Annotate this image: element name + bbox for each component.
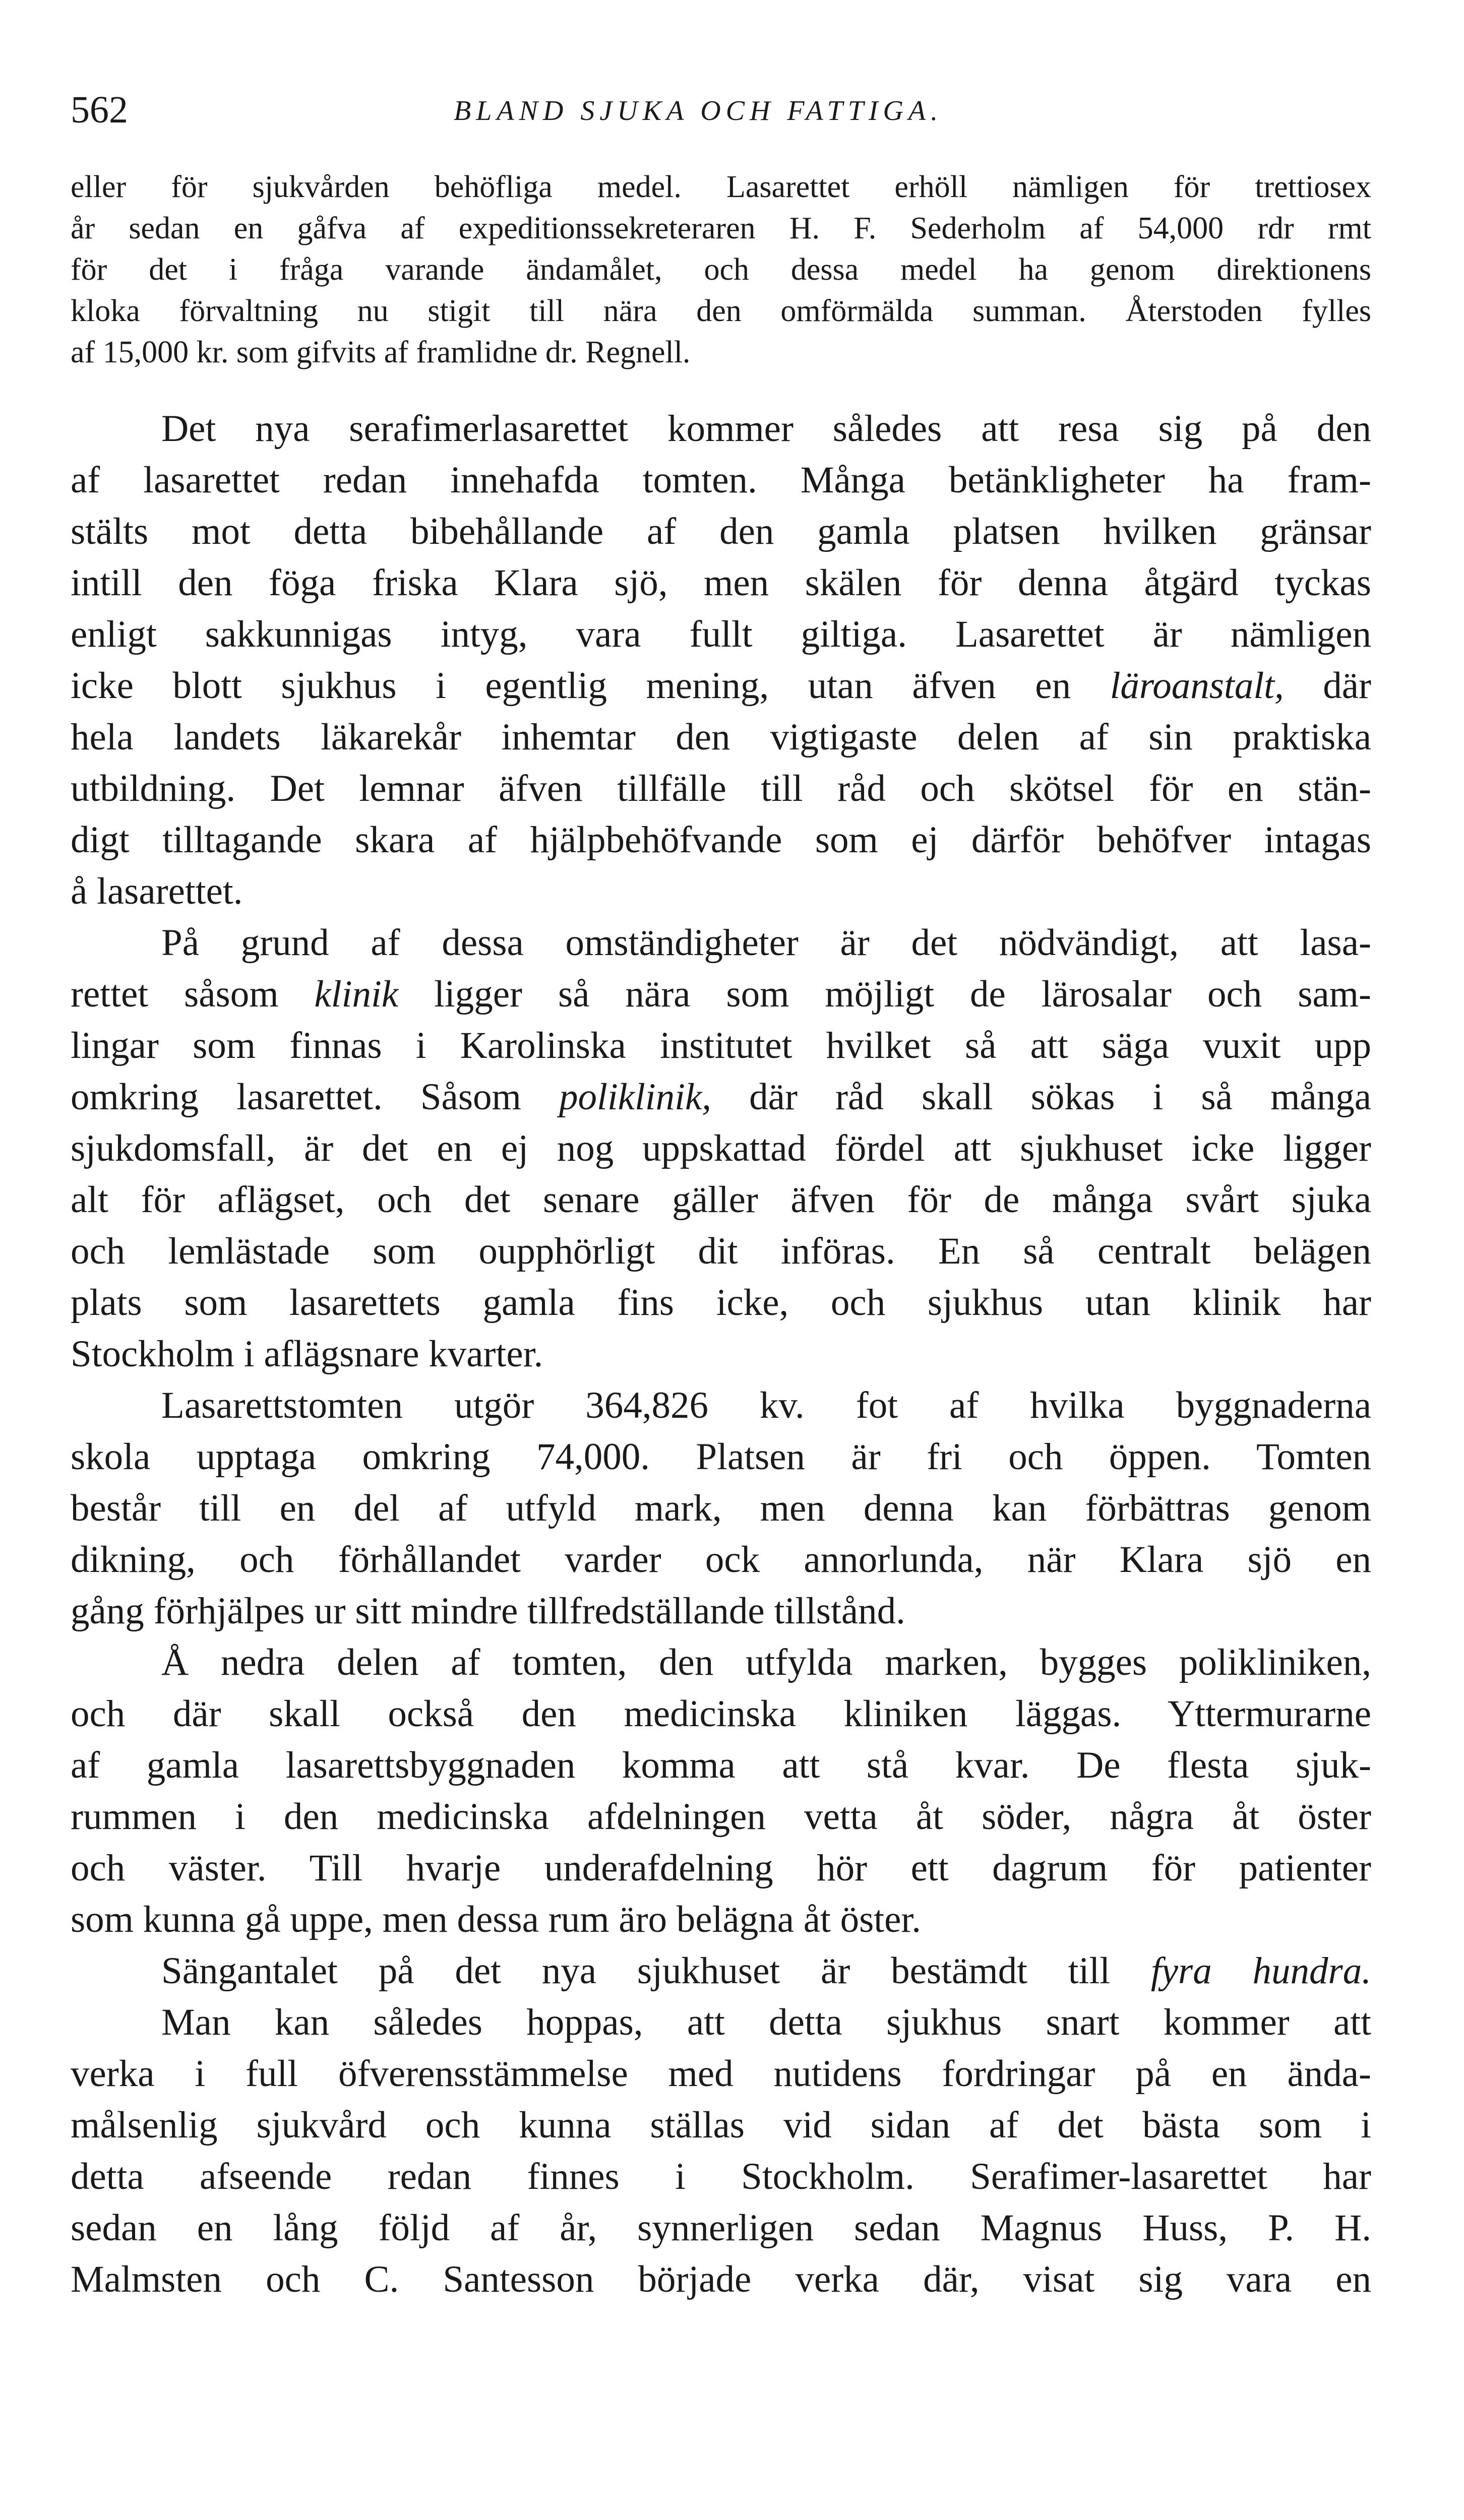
- text-line: kloka förvaltning nu stigit till nära den omförmälda summan. Återstoden fylles: [71, 294, 1371, 328]
- text-line: skola upptaga omkring 74,000. Platsen är fri och öppen. Tomten: [71, 1436, 1371, 1478]
- paragraph-1: [71, 403, 1371, 917]
- text-line: intill den föga friska Klara sjö, men skälen för denna åtgärd tyckas: [71, 562, 1371, 604]
- text-segment: där: [1323, 665, 1372, 707]
- text-segment: där råd skall sökas i så många: [749, 1076, 1372, 1118]
- text-line: för det i fråga varande ändamålet, och dessa medel ha genom direktionens: [71, 253, 1371, 287]
- text-segment: ligger så nära som möjligt de lärosalar och sam-: [434, 973, 1371, 1015]
- text-line: målsenlig sjukvård och kunna ställas vid sidan af det bästa som i: [71, 2104, 1371, 2146]
- text-line: stälts mot detta bibehållande af den gamla platsen hvilken gränsar: [71, 511, 1371, 552]
- emphasis-laroanstalt: läroanstalt,: [1110, 665, 1284, 707]
- text-line: plats som lasarettets gamla fins icke, och sjukhus utan klinik har: [71, 1282, 1371, 1324]
- text-line: Lasarettstomten utgör 364,826 kv. fot af hvilka byggnaderna: [161, 1384, 1371, 1426]
- text-line: af gamla lasarettsbyggnaden komma att stå kvar. De flesta sjuk-: [71, 1744, 1371, 1786]
- text-line: [71, 1945, 1371, 1997]
- text-line: som kunna gå uppe, men dessa rum äro belägna åt öster.: [71, 1899, 922, 1940]
- text-line: lingar som finnas i Karolinska institutet hvilket så att säga vuxit upp: [71, 1025, 1371, 1066]
- text-line: hela landets läkarekår inhemtar den vigtigaste delen af sin praktiska: [71, 716, 1371, 758]
- text-segment: omkring lasarettet. Såsom: [71, 1076, 521, 1118]
- text-segment: icke blott sjukhus i egentlig mening, utan äfven en: [71, 665, 1071, 707]
- paragraph-5: [71, 1945, 1371, 1997]
- text-line: år sedan en gåfva af expeditionssekreteraren H. F. Sederholm af 54,000 rdr rmt: [71, 211, 1371, 245]
- emphasis-poliklinik: poliklinik,: [559, 1076, 712, 1118]
- text-line: [71, 660, 1371, 712]
- book-page: [71, 91, 1371, 2305]
- text-line: [71, 969, 1371, 1020]
- text-line: består till en del af utfyld mark, men denna kan förbättras genom: [71, 1487, 1371, 1529]
- text-line: Det nya serafimerlasarettet kommer således att resa sig på den: [161, 408, 1371, 450]
- text-line: Å nedra delen af tomten, den utfylda marken, bygges polikliniken,: [161, 1642, 1371, 1683]
- text-line: och lemlästade som oupphörligt dit införas. En så centralt belägen: [71, 1230, 1371, 1272]
- main-text: [71, 403, 1371, 2305]
- text-line: Man kan således hoppas, att detta sjukhus snart kommer att: [161, 2001, 1371, 2043]
- text-line: af lasarettet redan innehafda tomten. Många betänkligheter ha fram-: [71, 459, 1371, 501]
- page-number: 562: [71, 89, 128, 131]
- text-line: sjukdomsfall, är det en ej nog uppskattad fördel att sjukhuset icke ligger: [71, 1127, 1371, 1169]
- paragraph-2: [71, 917, 1371, 1380]
- text-line: å lasarettet.: [71, 870, 243, 912]
- text-line: verka i full öfverensstämmelse med nutidens fordringar på en ända-: [71, 2053, 1371, 2095]
- text-line: digt tilltagande skara af hjälpbehöfvande som ej därför behöfver intagas: [71, 819, 1371, 861]
- text-line: alt för aflägset, och det senare gäller äfven för de många svårt sjuka: [71, 1179, 1371, 1221]
- text-line: [71, 1072, 1371, 1123]
- running-title: BLAND SJUKA OCH FATTIGA.: [454, 95, 943, 127]
- text-line: Malmsten och C. Santesson började verka där, visat sig vara en: [71, 2258, 1371, 2300]
- text-line: och väster. Till hvarje underafdelning hör ett dagrum för patienter: [71, 1847, 1371, 1889]
- emphasis-klinik: klinik: [314, 973, 399, 1015]
- text-line: rummen i den medicinska afdelningen vetta åt söder, några åt öster: [71, 1796, 1371, 1838]
- text-line: gång förhjälpes ur sitt mindre tillfredställande tillstånd.: [71, 1590, 905, 1632]
- intro-paragraph: [71, 166, 1371, 373]
- paragraph-6: [71, 1997, 1371, 2305]
- text-line: utbildning. Det lemnar äfven tillfälle till råd och skötsel för en stän-: [71, 768, 1371, 809]
- paragraph-3: [71, 1380, 1371, 1637]
- text-line: dikning, och förhållandet varder ock annorlunda, när Klara sjö en: [71, 1539, 1371, 1581]
- text-line: sedan en lång följd af år, synnerligen sedan Magnus Huss, P. H.: [71, 2207, 1371, 2249]
- paragraph-4: [71, 1637, 1371, 1945]
- running-head: [71, 91, 1371, 151]
- text-segment: Sängantalet på det nya sjukhuset är bestämdt till: [161, 1950, 1111, 1992]
- emphasis-fyra-hundra: fyra hundra.: [1150, 1950, 1371, 1992]
- text-line: Stockholm i aflägsnare kvarter.: [71, 1333, 543, 1375]
- text-line: eller för sjukvården behöfliga medel. Lasarettet erhöll nämligen för trettiosex: [71, 170, 1371, 204]
- text-line: och där skall också den medicinska kliniken läggas. Yttermurarne: [71, 1693, 1371, 1735]
- text-line: På grund af dessa omständigheter är det nödvändigt, att lasa-: [161, 922, 1371, 964]
- text-line: detta afseende redan finnes i Stockholm. Serafimer-lasarettet har: [71, 2156, 1371, 2197]
- text-segment: rettet såsom: [71, 973, 279, 1015]
- text-line: af 15,000 kr. som gifvits af framlidne dr. Regnell.: [71, 335, 691, 369]
- text-line: enligt sakkunnigas intyg, vara fullt giltiga. Lasarettet är nämligen: [71, 613, 1371, 655]
